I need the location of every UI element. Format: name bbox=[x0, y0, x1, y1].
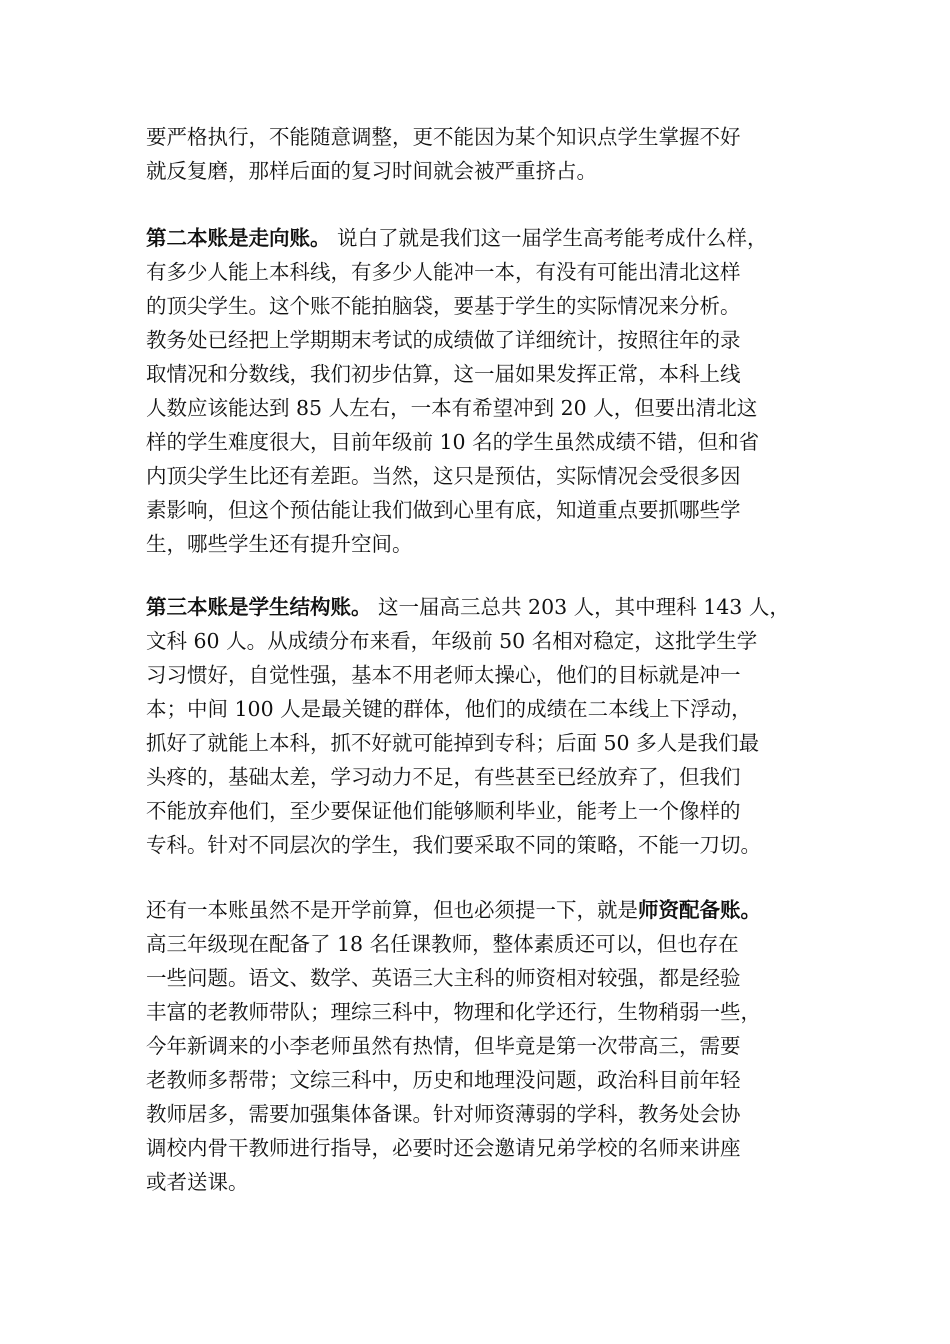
text-line bbox=[146, 828, 806, 862]
body-text: 不能放弃他们，至少要保证他们能够顺利毕业，能考上一个像样的 bbox=[146, 799, 741, 823]
body-text: 要严格执行，不能随意调整，更不能因为某个知识点学生掌握不好 bbox=[146, 125, 741, 149]
text-line bbox=[146, 1063, 806, 1097]
text-line bbox=[146, 1029, 806, 1063]
body-text: 人数应该能达到 85 人左右，一本有希望冲到 20 人，但要出清北这 bbox=[146, 396, 758, 420]
body-text: 一些问题。语文、数学、英语三大主科的师资相对较强，都是经验 bbox=[146, 966, 741, 990]
body-text: 丰富的老教师带队；理综三科中，物理和化学还行，生物稍弱一些， bbox=[146, 1000, 761, 1024]
body-text: 说白了就是我们这一届学生高考能考成什么样， bbox=[330, 226, 768, 250]
text-line bbox=[146, 255, 806, 289]
body-text: 抓好了就能上本科，抓不好就可能掉到专科；后面 50 多人是我们最 bbox=[146, 731, 760, 755]
text-line bbox=[146, 726, 806, 760]
text-line bbox=[146, 120, 806, 154]
bold-heading-text: 第三本账是学生结构账。 bbox=[146, 595, 372, 619]
body-text: 这一届高三总共 203 人，其中理科 143 人， bbox=[371, 595, 790, 619]
text-line bbox=[146, 692, 806, 726]
text-line bbox=[146, 794, 806, 828]
text-line bbox=[146, 1097, 806, 1131]
paragraph-direction-account bbox=[146, 221, 806, 561]
paragraph-teacher-staffing-account bbox=[146, 893, 806, 1199]
text-line bbox=[146, 289, 806, 323]
paragraph-schedule-continuation bbox=[146, 120, 806, 188]
text-line bbox=[146, 357, 806, 391]
body-text: 老教师多帮带；文综三科中，历史和地理没问题，政治科目前年轻 bbox=[146, 1068, 741, 1092]
body-text: 头疼的，基础太差，学习动力不足，有些甚至已经放弃了，但我们 bbox=[146, 765, 741, 789]
body-text: 内顶尖学生比还有差距。当然，这只是预估，实际情况会受很多因 bbox=[146, 464, 741, 488]
text-line bbox=[146, 1131, 806, 1165]
body-text: 文科 60 人。从成绩分布来看，年级前 50 名相对稳定，这批学生学 bbox=[146, 629, 758, 653]
body-text: 本；中间 100 人是最关键的群体，他们的成绩在二本线上下浮动， bbox=[146, 697, 752, 721]
body-text: 今年新调来的小李老师虽然有热情，但毕竟是第一次带高三，需要 bbox=[146, 1034, 741, 1058]
body-text: 有多少人能上本科线，有多少人能冲一本，有没有可能出清北这样 bbox=[146, 260, 741, 284]
body-text: 的顶尖学生。这个账不能拍脑袋，要基于学生的实际情况来分析。 bbox=[146, 294, 741, 318]
text-line bbox=[146, 961, 806, 995]
text-line bbox=[146, 927, 806, 961]
body-text: 素影响，但这个预估能让我们做到心里有底，知道重点要抓哪些学 bbox=[146, 498, 741, 522]
body-text: 就反复磨，那样后面的复习时间就会被严重挤占。 bbox=[146, 159, 597, 183]
paragraph-student-structure-account bbox=[146, 590, 806, 862]
body-text: 样的学生难度很大，目前年级前 10 名的学生虽然成绩不错，但和省 bbox=[146, 430, 760, 454]
body-text: 或者送课。 bbox=[146, 1170, 249, 1194]
text-line bbox=[146, 493, 806, 527]
text-line bbox=[146, 995, 806, 1029]
body-text: 习习惯好，自觉性强，基本不用老师太操心，他们的目标就是冲一 bbox=[146, 663, 741, 687]
body-text: 专科。针对不同层次的学生，我们要采取不同的策略，不能一刀切。 bbox=[146, 833, 761, 857]
body-text: 教师居多，需要加强集体备课。针对师资薄弱的学科，教务处会协 bbox=[146, 1102, 741, 1126]
text-line bbox=[146, 590, 806, 624]
text-line bbox=[146, 760, 806, 794]
bold-heading-text: 师资配备账。 bbox=[638, 898, 761, 922]
text-line bbox=[146, 624, 806, 658]
text-line bbox=[146, 658, 806, 692]
text-line bbox=[146, 893, 806, 927]
body-text: 取情况和分数线，我们初步估算，这一届如果发挥正常，本科上线 bbox=[146, 362, 741, 386]
text-line bbox=[146, 527, 806, 561]
body-text: 高三年级现在配备了 18 名任课教师，整体素质还可以，但也存在 bbox=[146, 932, 739, 956]
text-line bbox=[146, 391, 806, 425]
body-text: 调校内骨干教师进行指导，必要时还会邀请兄弟学校的名师来讲座 bbox=[146, 1136, 741, 1160]
bold-heading-text: 第二本账是走向账。 bbox=[146, 226, 331, 250]
text-line bbox=[146, 1165, 806, 1199]
body-text: 教务处已经把上学期期末考试的成绩做了详细统计，按照往年的录 bbox=[146, 328, 741, 352]
text-line bbox=[146, 425, 806, 459]
text-line bbox=[146, 459, 806, 493]
text-line bbox=[146, 154, 806, 188]
body-text: 生，哪些学生还有提升空间。 bbox=[146, 532, 413, 556]
text-line bbox=[146, 221, 806, 255]
body-text: 还有一本账虽然不是开学前算，但也必须提一下，就是 bbox=[146, 898, 638, 922]
text-line bbox=[146, 323, 806, 357]
